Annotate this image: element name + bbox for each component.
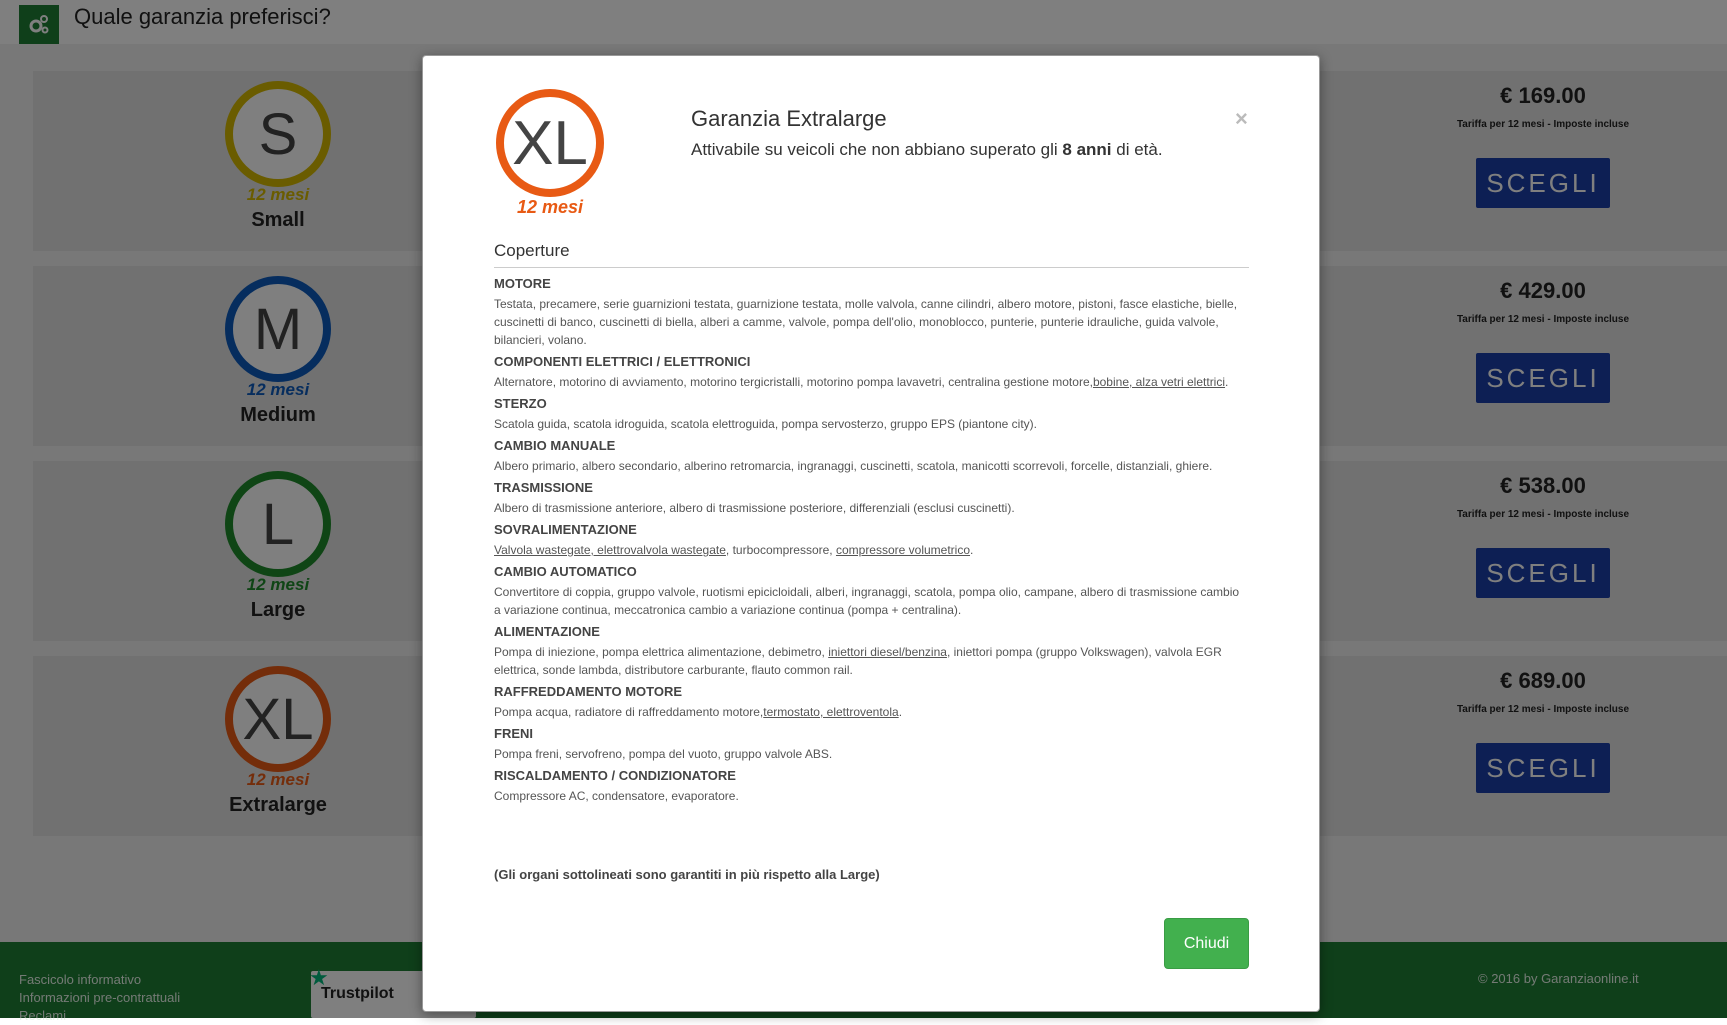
extra-coverage-text: compressore volumetrico (835, 543, 971, 557)
extra-coverage-text: Valvola wastegate, elettrovalvola wastegate (494, 543, 726, 557)
coverage-section (494, 521, 1249, 559)
extra-coverage-text: termostato, elettroventola (763, 705, 899, 719)
coverage-section (494, 479, 1249, 517)
coverage-section-items (494, 541, 1249, 559)
modal-title: Garanzia Extralarge (691, 106, 887, 131)
coverage-section-items (494, 787, 1249, 805)
coverage-text: . (898, 705, 903, 719)
extra-coverage-text: bobine, alza vetri elettrici (1092, 375, 1226, 389)
coverage-note: (Gli organi sottolineati sono garantiti in più rispetto alla Large) (494, 867, 880, 882)
coverage-text: Pompa acqua, radiatore di raffreddamento motore, (494, 705, 764, 719)
coverage-section-items (494, 499, 1249, 517)
modal-logo-months: 12 mesi (516, 197, 584, 217)
coverage-section-items (494, 745, 1249, 763)
coverage-text: Pompa freni, servofreno, pompa del vuoto, gruppo valvole ABS. (494, 747, 833, 761)
coverage-heading: Coperture (494, 241, 1249, 268)
coverage-section (494, 275, 1249, 349)
coverage-section-items (494, 295, 1249, 349)
coverage-text: Convertitore di coppia, gruppo valvole, ruotismi epicicloidali, alberi, ingranaggi, scatola, pompa olio, campane, albero di trasmissione cambio a variazione continua, meccatronica cambio a variazione continua (pompa + centralina). (494, 585, 1240, 617)
coverage-section-items (494, 703, 1249, 721)
coverage-text: Albero primario, albero secondario, alberino retromarcia, ingranaggi, cuscinetti, scatola, manicotti scorrevoli, forcelle, distanziali, ghiere. (494, 459, 1213, 473)
coverage-section-title: RISCALDAMENTO / CONDIZIONATORE (494, 768, 736, 783)
modal-subtitle (691, 140, 1163, 160)
coverage-section-items (494, 583, 1249, 619)
coverage-text: , turbocompressore, (725, 543, 836, 557)
coverage-text: Testata, precamere, serie guarnizioni testata, guarnizione testata, molle valvola, canne cilindri, albero motore, pistoni, fasce elastiche, bielle, cuscinetti di banco, cuscinetti di biella, alberi a camme, valvole, pompa dell'olio, monoblocco, punterie, punterie idrauliche, guida valvole, bilancieri, volano. (494, 297, 1238, 347)
coverage-section (494, 563, 1249, 619)
coverage-section (494, 353, 1249, 391)
coverage-section-title: TRASMISSIONE (494, 480, 593, 495)
coverage-section-items (494, 373, 1249, 391)
coverage-section-title: MOTORE (494, 276, 551, 291)
coverage-section-items (494, 457, 1249, 475)
coverage-section-items (494, 643, 1249, 679)
coverage-text: , iniettori pompa (gruppo Volkswagen), valvola EGR elettrica, sonde lambda, distributore carburante, flauto common rail. (494, 645, 1222, 677)
coverage-section (494, 395, 1249, 433)
coverage-section-title: CAMBIO AUTOMATICO (494, 564, 637, 579)
coverage-text: Pompa di iniezione, pompa elettrica alimentazione, debimetro, (494, 645, 829, 659)
modal-logo (495, 89, 605, 218)
xl-badge-icon: XL (496, 89, 604, 197)
coverage-section-items (494, 415, 1249, 433)
subtitle-end: di età. (1111, 140, 1163, 159)
coverage-section (494, 725, 1249, 763)
coverage-section (494, 767, 1249, 805)
coverage-section (494, 683, 1249, 721)
close-button[interactable]: Chiudi (1164, 918, 1249, 969)
coverage-section-title: SOVRALIMENTAZIONE (494, 522, 637, 537)
coverage-section-title: RAFFREDDAMENTO MOTORE (494, 684, 683, 699)
coverage-section (494, 623, 1249, 679)
coverage-section-title: STERZO (494, 396, 547, 411)
coverage-section-title: ALIMENTAZIONE (494, 624, 600, 639)
coverage-section-title: CAMBIO MANUALE (494, 438, 616, 453)
coverage-text: . (970, 543, 974, 557)
extra-coverage-text: iniettori diesel/benzina (828, 645, 947, 659)
coverage-modal (422, 55, 1320, 1012)
coverage-text: Scatola guida, scatola idroguida, scatola elettroguida, pompa servosterzo, gruppo EPS (piantone city). (494, 417, 1037, 431)
coverage-text: . (1225, 375, 1229, 389)
close-icon[interactable]: × (1235, 106, 1248, 131)
subtitle-age: 8 anni (1062, 140, 1112, 159)
coverage-list (494, 275, 1249, 809)
coverage-text: Compressore AC, condensatore, evaporatore. (494, 789, 739, 803)
subtitle-text: Attivabile su veicoli che non abbiano superato gli (691, 140, 1063, 159)
coverage-text: Albero di trasmissione anteriore, albero di trasmissione posteriore, differenziali (esclusi cuscinetti). (494, 501, 1015, 515)
coverage-text: Alternatore, motorino di avviamento, motorino tergicristalli, motorino pompa lavavetri, centralina gestione motore, (494, 375, 1093, 389)
coverage-section-title: FRENI (494, 726, 533, 741)
coverage-section-title: COMPONENTI ELETTRICI / ELETTRONICI (494, 354, 751, 369)
coverage-section (494, 437, 1249, 475)
